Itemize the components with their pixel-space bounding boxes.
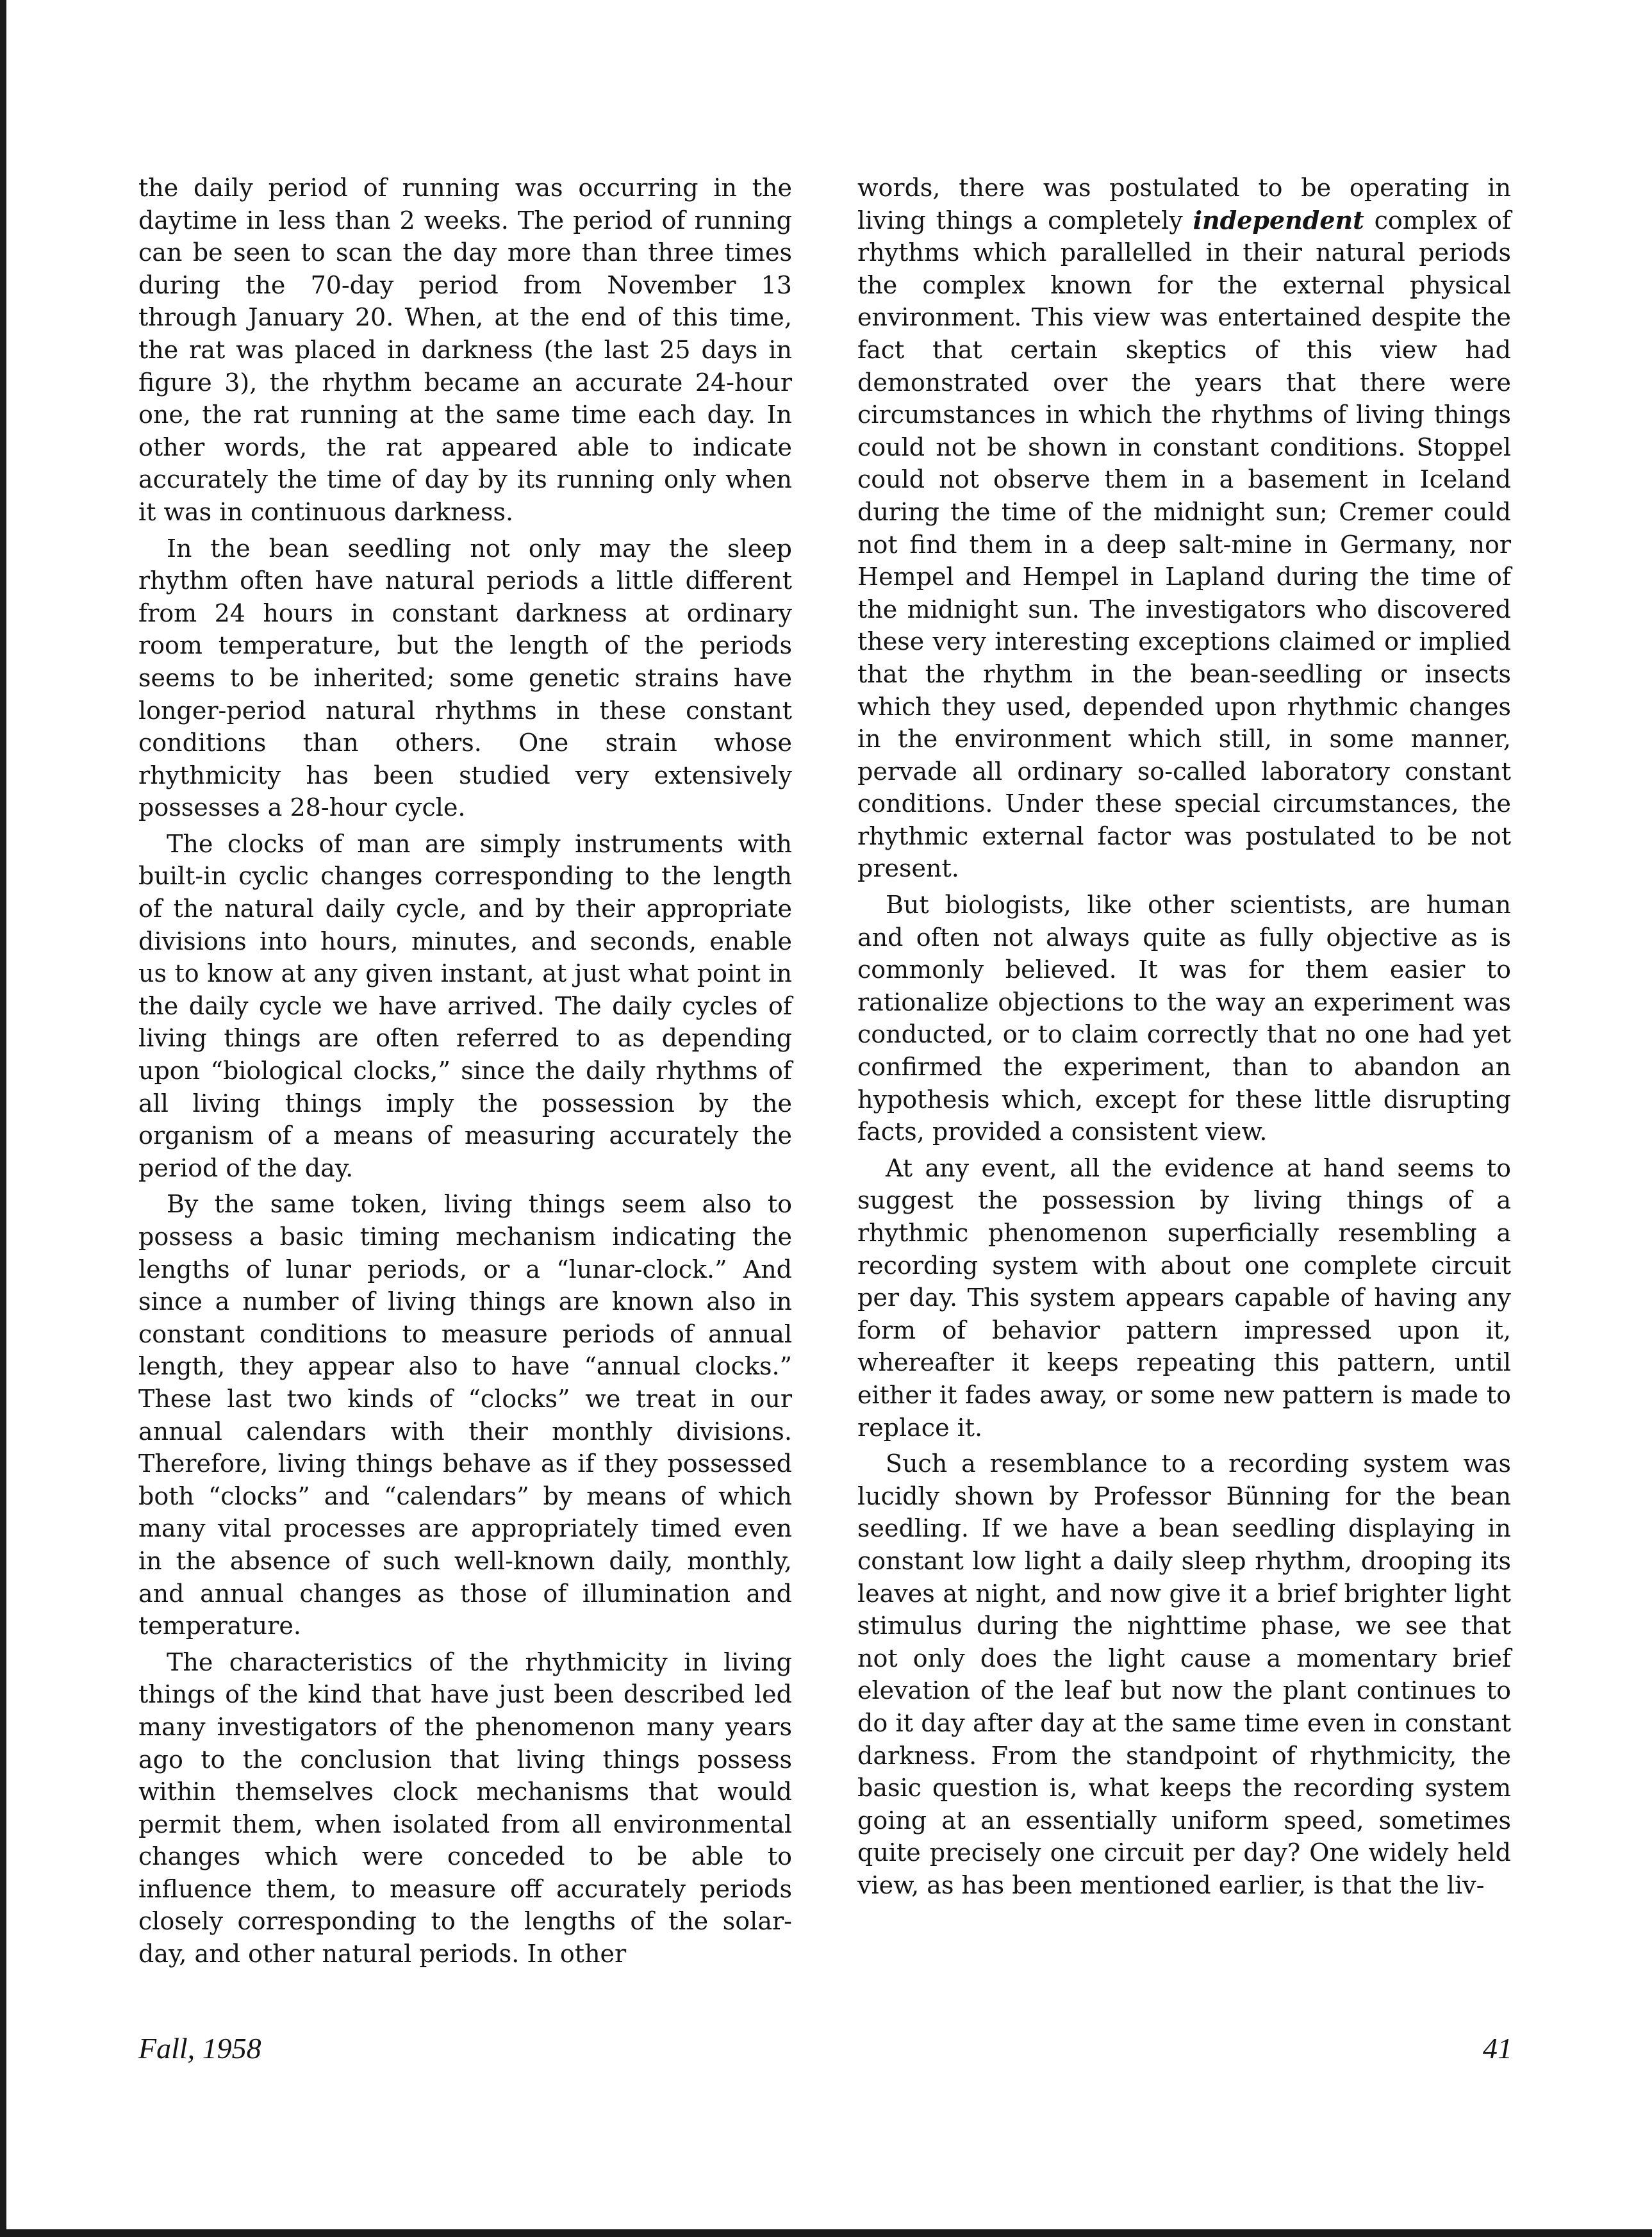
paragraph: The clocks of man are simply instruments with built-in cyclic changes corresponding to the length of the natural daily cycle, and by their appropriate divisions into hours, minutes, and seconds, enable us to know at any given instant, at just what point in the daily cycle we have arrived. The daily cycles of living things are often referred to as depending upon “biological clocks,” since the daily rhythms of all living things imply the possession by the organism of a means of measuring accurately the period of the day.	[138, 829, 792, 1182]
paragraph: The characteristics of the rhythmicity in living things of the kind that have just been described led many investigators of the phenomenon many years ago to the conclusion that living things possess within themselves clock mechanisms that would permit them, when isolated from all environmental changes which were conceded to be able to influence them, to measure off accurately periods closely corresponding to the lengths of the solar-day, and other natural periods. In other	[138, 1647, 792, 1969]
paragraph: the daily period of running was occurring in the daytime in less than 2 weeks. The period of running can be seen to scan the day more than three times during the 70-day period from November 13 through January 20. When, at the end of this time, the rat was placed in darkness (the last 25 days in figure 3), the rhythm became an accurate 24-hour one, the rat running at the same time each day. In other words, the rat appeared able to indicate accurately the time of day by its running only when it was in continuous darkness.	[138, 174, 792, 526]
paragraph: In the bean seedling not only may the sleep rhythm often have natural periods a little different from 24 hours in constant darkness at ordinary room temperature, but the length of the periods seems to be inherited; some genetic strains have longer-period natural rhythms in these constant conditions than others. One strain whose rhythmicity has been studied very extensively possesses a 28-hour cycle.	[138, 534, 792, 822]
paragraph: Such a resemblance to a recording system was lucidly shown by Professor Bünning for the bean seedling. If we have a bean seedling displaying in constant low light a daily sleep rhythm, drooping its leaves at night, and now give it a brief brighter light stimulus during the nighttime phase, we see that not only does the light cause a momentary brief elevation of the leaf but now the plant continues to do it day after day at the same time even in constant darkness. From the standpoint of rhythmicity, the basic question is, what keeps the recording system going at an essentially uniform speed, sometimes quite precisely one circuit per day? One widely held view, as has been mentioned earlier, is that the liv-	[857, 1449, 1511, 1899]
issue-date: Fall, 1958	[138, 2032, 261, 2065]
paragraph	[857, 172, 1511, 885]
scan-border-left	[0, 0, 6, 2237]
scan-border-bottom	[0, 2229, 1652, 2237]
left-column	[138, 172, 792, 1974]
emphasis-text: independent	[1193, 205, 1364, 235]
paragraph: At any event, all the evidence at hand seems to suggest the possession by living things of a rhythmic phenomenon superficially resembling a recording system with about one complete circuit per day. This system appears capable of having any form of behavior pattern impressed upon it, whereafter it keeps repeating this pattern, until either it fades away, or some new pattern is made to replace it.	[857, 1153, 1511, 1442]
paragraph: But biologists, like other scientists, are human and often not always quite as fully objective as is commonly believed. It was for them easier to rationalize objections to the way an experiment was conducted, or to claim correctly that no one had yet confirmed the experiment, than to abandon an hypothesis which, except for these little disrupting facts, provided a consistent view.	[857, 891, 1511, 1146]
paragraph-text: complex of rhythms which parallelled in their natural periods the complex known for the external physical environment. This view was entertained despite the fact that certain skeptics of this view had demonstrated over the years that there were circumstances in which the rhythms of living things could not be shown in constant conditions. Stoppel could not observe them in a basement in Iceland during the time of the midnight sun; Cremer could not find them in a deep salt-mine in Germany, nor Hempel and Hempel in Lapland during the time of the midnight sun. The investigators who discovered these very interesting exceptions claimed or implied that the rhythm in the bean-seedling or insects which they used, depended upon rhythmic changes in the environment which still, in some manner, pervade all ordinary so-called laboratory constant conditions. Under these special circumstances, the rhythmic external factor was postulated to be not present.	[857, 206, 1511, 883]
right-column	[857, 172, 1511, 1905]
paragraph-text: words, there was postulated to be operating in living things a completely	[857, 174, 1511, 235]
paragraph: By the same token, living things seem also to possess a basic timing mechanism indicating the lengths of lunar periods, or a “lunar-clock.” And since a number of living things are known also in constant conditions to measure periods of annual length, they appear also to have “annual clocks.” These last two kinds of “clocks” we treat in our annual calendars with their monthly divisions. Therefore, living things behave as if they possessed both “clocks” and “calendars” by means of which many vital processes are appropriately timed even in the absence of such well-known daily, monthly, and annual changes as those of illumination and temperature.	[138, 1190, 792, 1640]
page-number: 41	[1483, 2032, 1512, 2065]
